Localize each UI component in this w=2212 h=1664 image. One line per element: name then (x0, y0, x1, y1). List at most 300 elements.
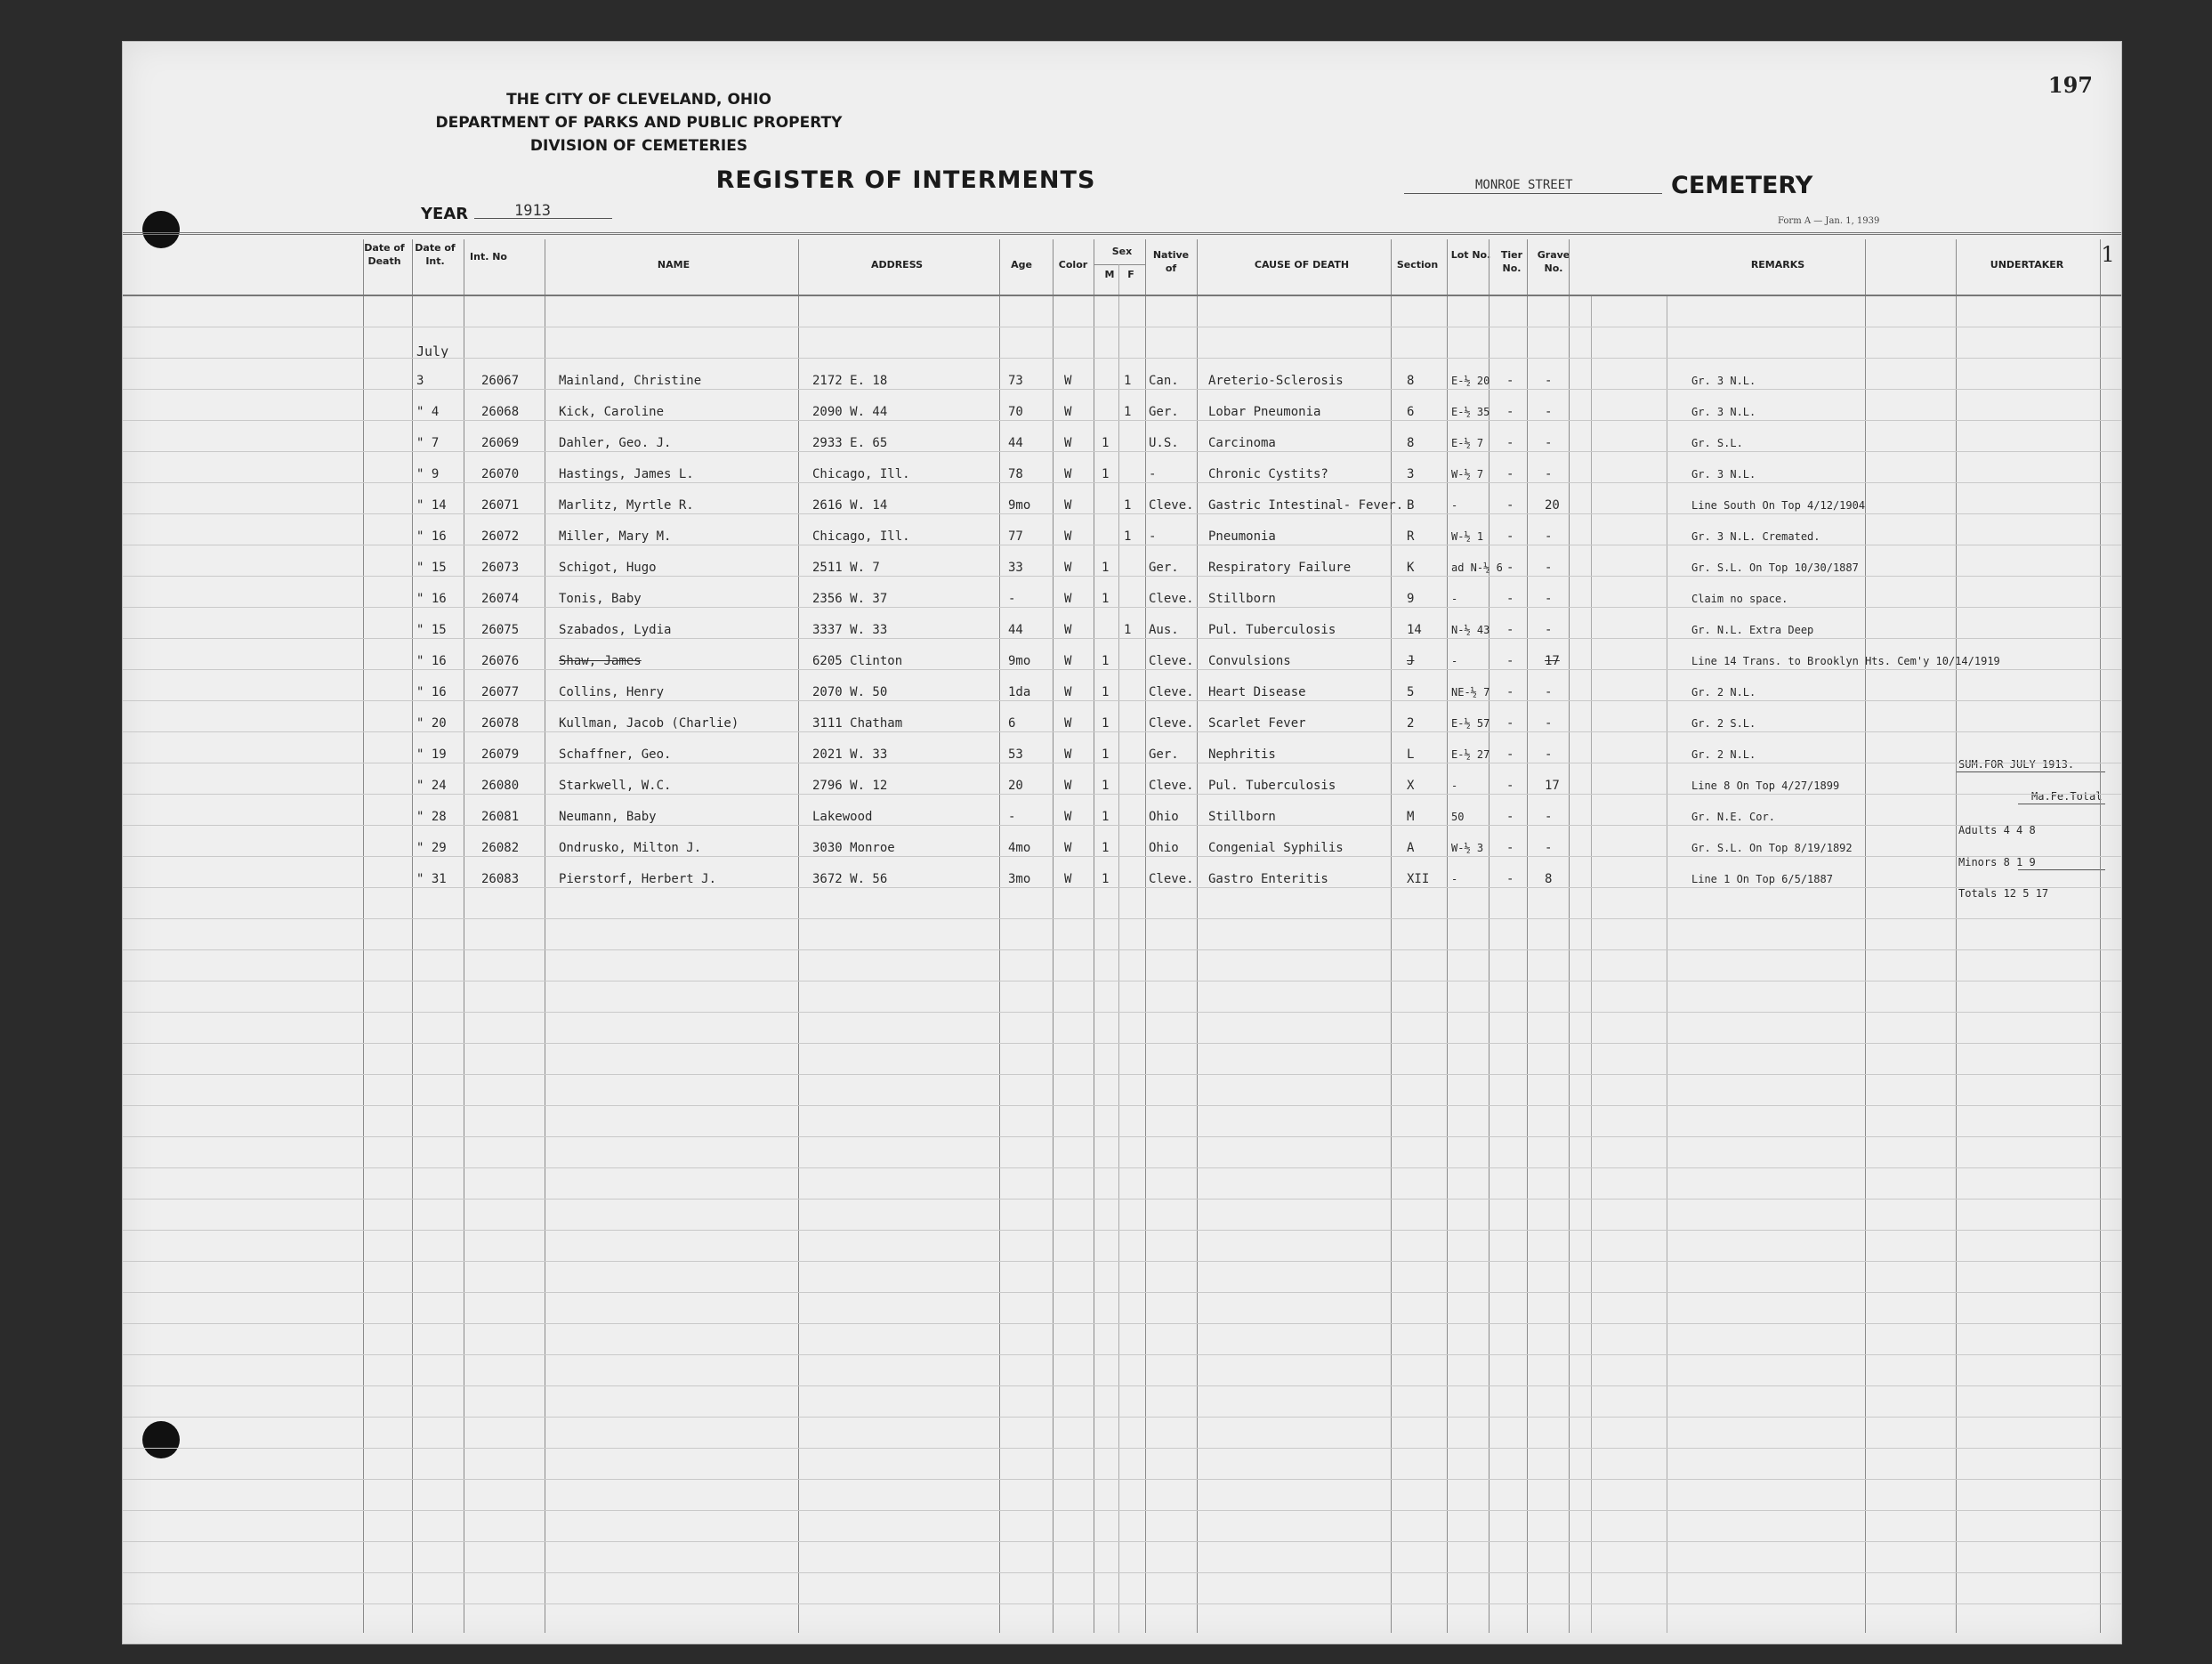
sex-female: 1 (1124, 374, 1132, 388)
header-cause-of-death: CAUSE OF DEATH (1254, 259, 1350, 271)
deceased-name: Schaffner, Geo. (559, 747, 672, 762)
summary-rule (2018, 869, 2105, 870)
column-rule (1391, 239, 1392, 1633)
ruled-line (123, 1603, 2121, 1604)
ruled-line (123, 1230, 2121, 1231)
column-rule (1956, 239, 1957, 1633)
age: 9mo (1008, 498, 1031, 513)
form-reference: Form A — Jan. 1, 1939 (1778, 216, 1880, 226)
ruled-line (123, 1572, 2121, 1573)
tier-no: - (1506, 592, 1514, 606)
deceased-name: Pierstorf, Herbert J. (559, 872, 717, 886)
int-no: 26076 (481, 654, 520, 668)
color: W (1064, 529, 1072, 544)
ruled-line (123, 1417, 2121, 1418)
summary-adults: Adults 4 4 8 (1958, 824, 2036, 836)
lot-no: W-½ 3 (1451, 842, 1484, 854)
age: 70 (1008, 405, 1023, 419)
grave-no: - (1545, 436, 1553, 450)
native-of: Cleve. (1149, 716, 1194, 731)
grave-no: - (1545, 592, 1553, 606)
cause-of-death: Carcinoma (1208, 436, 1276, 450)
sex-male: 1 (1102, 685, 1110, 699)
address: Chicago, Ill. (812, 529, 910, 544)
ruled-line (123, 638, 2121, 639)
address: 2090 W. 44 (812, 405, 888, 419)
date-of-int: " 31 (416, 872, 447, 886)
remarks: Line 14 Trans. to Brooklyn Hts. Cem'y 10/14/1919 (1691, 655, 2000, 667)
ruled-line (123, 1043, 2121, 1044)
date-of-int: " 9 (416, 467, 440, 481)
summary-rule (1956, 771, 2105, 772)
division-name: DIVISION OF CEMETERIES (529, 137, 748, 155)
section: 8 (1407, 436, 1415, 450)
register-title: REGISTER OF INTERMENTS (715, 166, 1096, 194)
ruled-line (123, 918, 2121, 919)
sex-male: 1 (1102, 841, 1110, 855)
date-of-int: " 20 (416, 716, 447, 731)
age: 6 (1008, 716, 1016, 731)
date-of-int: " 14 (416, 498, 447, 513)
sex-divider (1094, 264, 1145, 265)
ruled-line (123, 1510, 2121, 1511)
color: W (1064, 716, 1072, 731)
header-age: Age (1011, 259, 1032, 271)
remarks: Gr. N.L. Extra Deep (1691, 624, 1814, 636)
header-rule (123, 232, 2121, 235)
ruled-line (123, 856, 2121, 857)
column-rule (999, 239, 1000, 1633)
tier-no: - (1506, 810, 1514, 824)
section: M (1407, 810, 1415, 824)
grave-no: - (1545, 685, 1553, 699)
remarks: Gr. S.L. On Top 8/19/1892 (1691, 842, 1853, 854)
month-label: July (416, 343, 449, 359)
address: 2616 W. 14 (812, 498, 888, 513)
tier-no: - (1506, 623, 1514, 637)
address: 3672 W. 56 (812, 872, 888, 886)
year-label: YEAR (421, 205, 469, 223)
column-rule (1447, 239, 1448, 1633)
age: 1da (1008, 685, 1031, 699)
cause-of-death: Respiratory Failure (1208, 561, 1352, 575)
ruled-line (123, 389, 2121, 390)
header-name: NAME (657, 259, 690, 271)
address: 3030 Monroe (812, 841, 895, 855)
tier-no: - (1506, 498, 1514, 513)
remarks: Line 1 On Top 6/5/1887 (1691, 873, 1833, 885)
lot-no: - (1451, 499, 1458, 512)
remarks: Gr. 3 N.L. (1691, 468, 1756, 481)
ruled-line (123, 482, 2121, 483)
lot-no: - (1451, 779, 1458, 792)
int-no: 26069 (481, 436, 520, 450)
age: 9mo (1008, 654, 1031, 668)
deceased-name: Shaw, James (559, 654, 642, 668)
color: W (1064, 498, 1072, 513)
section: L (1407, 747, 1415, 762)
address: 6205 Clinton (812, 654, 903, 668)
sex-female: 1 (1124, 529, 1132, 544)
header-tier-no: Tier No. (1500, 249, 1523, 274)
remarks: Gr. N.E. Cor. (1691, 811, 1775, 823)
tier-no: - (1506, 685, 1514, 699)
ruled-line (123, 1448, 2121, 1449)
column-rule (1591, 295, 1592, 1633)
ruled-line (123, 607, 2121, 608)
sex-male: 1 (1102, 561, 1110, 575)
ruled-line (123, 1354, 2121, 1355)
ruled-line (123, 700, 2121, 701)
cemetery-label: CEMETERY (1671, 172, 1813, 199)
header-lot-no: Lot No. (1450, 249, 1491, 261)
remarks: Gr. 3 N.L. (1691, 375, 1756, 387)
sex-male: 1 (1102, 436, 1110, 450)
ruled-line (123, 794, 2121, 795)
remarks: Gr. 2 S.L. (1691, 717, 1756, 730)
deceased-name: Szabados, Lydia (559, 623, 672, 637)
grave-no: - (1545, 747, 1553, 762)
native-of: Cleve. (1149, 654, 1194, 668)
summary-title: SUM.FOR JULY 1913. (1958, 758, 2075, 771)
ruled-line (123, 1385, 2121, 1386)
ruled-line (123, 1292, 2121, 1293)
city-name: THE CITY OF CLEVELAND, OHIO (506, 91, 771, 109)
sex-male: 1 (1102, 779, 1110, 793)
column-rule (1865, 239, 1866, 1633)
column-rule (363, 239, 364, 1633)
tier-no: - (1506, 841, 1514, 855)
color: W (1064, 467, 1072, 481)
header-date-of-death: Date of Death (364, 242, 405, 267)
cause-of-death: Nephritis (1208, 747, 1276, 762)
ruled-line (123, 949, 2121, 950)
summary-totals: Totals 12 5 17 (1958, 887, 2049, 900)
grave-no: 17 (1545, 779, 1560, 793)
grave-no: - (1545, 529, 1553, 544)
deceased-name: Ondrusko, Milton J. (559, 841, 702, 855)
lot-no: NE-½ 7 (1451, 686, 1490, 699)
address: 2070 W. 50 (812, 685, 888, 699)
side-number: 1 (2101, 242, 2115, 267)
tier-no: - (1506, 747, 1514, 762)
deceased-name: Neumann, Baby (559, 810, 657, 824)
native-of: Cleve. (1149, 779, 1194, 793)
deceased-name: Kullman, Jacob (Charlie) (559, 716, 739, 731)
deceased-name: Tonis, Baby (559, 592, 642, 606)
address: 2021 W. 33 (812, 747, 888, 762)
lot-no: - (1451, 873, 1458, 885)
lot-no: - (1451, 593, 1458, 605)
header-native-of: Native of (1152, 249, 1190, 274)
year-value: 1913 (514, 202, 551, 220)
sex-male: 1 (1102, 716, 1110, 731)
color: W (1064, 592, 1072, 606)
lot-no: E-½ 20 (1451, 375, 1490, 387)
int-no: 26080 (481, 779, 520, 793)
header-color: Color (1058, 259, 1088, 271)
int-no: 26083 (481, 872, 520, 886)
column-rule (1145, 239, 1146, 1633)
remarks: Gr. 2 N.L. (1691, 686, 1756, 699)
cemetery-underline (1404, 193, 1662, 194)
sex-male: 1 (1102, 872, 1110, 886)
int-no: 26072 (481, 529, 520, 544)
color: W (1064, 810, 1072, 824)
section: R (1407, 529, 1415, 544)
grave-no: - (1545, 374, 1553, 388)
grave-no: 17 (1545, 654, 1560, 668)
header-sex: Sex (1111, 246, 1133, 257)
header-date-of-int: Date of Int. (415, 242, 456, 267)
grave-no: - (1545, 841, 1553, 855)
remarks: Claim no space. (1691, 593, 1788, 605)
color: W (1064, 405, 1072, 419)
date-of-int: " 16 (416, 529, 447, 544)
age: 20 (1008, 779, 1023, 793)
cause-of-death: Gastro Enteritis (1208, 872, 1328, 886)
cause-of-death: Lobar Pneumonia (1208, 405, 1321, 419)
sex-male: 1 (1102, 810, 1110, 824)
cause-of-death: Congenial Syphilis (1208, 841, 1344, 855)
ruled-line (123, 1105, 2121, 1106)
lot-no: ad N-½ 6 (1451, 561, 1503, 574)
lot-no: W-½ 7 (1451, 468, 1484, 481)
cause-of-death: Gastric Intestinal- Fever. (1208, 498, 1404, 513)
grave-no: 8 (1545, 872, 1553, 886)
ruled-line (123, 420, 2121, 421)
sex-male: 1 (1102, 747, 1110, 762)
cause-of-death: Chronic Cystits? (1208, 467, 1328, 481)
lot-no: E-½ 35 (1451, 406, 1490, 418)
register-sheet (122, 41, 2122, 1644)
page-number: 197 (2047, 72, 2093, 98)
age: 4mo (1008, 841, 1031, 855)
address: Lakewood (812, 810, 873, 824)
header-section: Section (1396, 259, 1439, 271)
address: 2933 E. 65 (812, 436, 888, 450)
native-of: Cleve. (1149, 685, 1194, 699)
color: W (1064, 779, 1072, 793)
ruled-line (123, 451, 2121, 452)
ruled-line (123, 825, 2121, 826)
ruled-line (123, 513, 2121, 514)
ruled-line (123, 1323, 2121, 1324)
address: 2356 W. 37 (812, 592, 888, 606)
column-rule (2100, 239, 2101, 1633)
cause-of-death: Pneumonia (1208, 529, 1276, 544)
deceased-name: Marlitz, Myrtle R. (559, 498, 694, 513)
ruled-line (123, 669, 2121, 670)
lot-no: E-½ 7 (1451, 437, 1484, 449)
address: 3111 Chatham (812, 716, 903, 731)
tier-no: - (1506, 654, 1514, 668)
grave-no: - (1545, 405, 1553, 419)
date-of-int: " 16 (416, 685, 447, 699)
int-no: 26071 (481, 498, 520, 513)
cause-of-death: Stillborn (1208, 592, 1276, 606)
color: W (1064, 436, 1072, 450)
sex-female: 1 (1124, 405, 1132, 419)
ruled-line (123, 1074, 2121, 1075)
int-no: 26074 (481, 592, 520, 606)
int-no: 26078 (481, 716, 520, 731)
section: J (1407, 654, 1415, 668)
int-no: 26070 (481, 467, 520, 481)
section: A (1407, 841, 1415, 855)
deceased-name: Starkwell, W.C. (559, 779, 672, 793)
native-of: - (1149, 529, 1157, 544)
header-rule (123, 295, 2121, 296)
color: W (1064, 872, 1072, 886)
age: 44 (1008, 436, 1023, 450)
deceased-name: Collins, Henry (559, 685, 665, 699)
tier-no: - (1506, 716, 1514, 731)
ruled-line (123, 1479, 2121, 1480)
remarks: Gr. 2 N.L. (1691, 748, 1756, 761)
date-of-int: " 16 (416, 592, 447, 606)
date-of-int: " 19 (416, 747, 447, 762)
color: W (1064, 747, 1072, 762)
address: Chicago, Ill. (812, 467, 910, 481)
ruled-line (123, 1541, 2121, 1542)
color: W (1064, 685, 1072, 699)
native-of: Cleve. (1149, 872, 1194, 886)
cause-of-death: Stillborn (1208, 810, 1276, 824)
grave-no: - (1545, 810, 1553, 824)
section: 5 (1407, 685, 1415, 699)
tier-no: - (1506, 436, 1514, 450)
age: 77 (1008, 529, 1023, 544)
date-of-int: " 4 (416, 405, 440, 419)
section: 9 (1407, 592, 1415, 606)
age: 44 (1008, 623, 1023, 637)
lot-no: W-½ 1 (1451, 530, 1484, 543)
date-of-int: " 15 (416, 623, 447, 637)
summary-minors: Minors 8 1 9 (1958, 856, 2036, 868)
remarks: Gr. 3 N.L. Cremated. (1691, 530, 1820, 543)
ruled-line (123, 731, 2121, 732)
column-rule (412, 239, 413, 1633)
sex-male: 1 (1102, 467, 1110, 481)
lot-no: E-½ 57 (1451, 717, 1490, 730)
remarks: Gr. S.L. On Top 10/30/1887 (1691, 561, 1859, 574)
address: 2796 W. 12 (812, 779, 888, 793)
section: K (1407, 561, 1415, 575)
deceased-name: Miller, Mary M. (559, 529, 672, 544)
header-remarks: REMARKS (1750, 259, 1805, 271)
native-of: Cleve. (1149, 592, 1194, 606)
color: W (1064, 374, 1072, 388)
tier-no: - (1506, 561, 1514, 575)
color: W (1064, 623, 1072, 637)
native-of: U.S. (1149, 436, 1179, 450)
section: 8 (1407, 374, 1415, 388)
header-grave-no: Grave No. (1537, 249, 1570, 274)
native-of: Can. (1149, 374, 1179, 388)
deceased-name: Mainland, Christine (559, 374, 702, 388)
color: W (1064, 654, 1072, 668)
grave-no: - (1545, 561, 1553, 575)
date-of-int: " 7 (416, 436, 440, 450)
cause-of-death: Pul. Tuberculosis (1208, 623, 1336, 637)
remarks: Gr. 3 N.L. (1691, 406, 1756, 418)
section: 3 (1407, 467, 1415, 481)
age: - (1008, 592, 1016, 606)
ruled-line (123, 358, 2121, 359)
cause-of-death: Areterio-Sclerosis (1208, 374, 1344, 388)
address: 3337 W. 33 (812, 623, 888, 637)
cause-of-death: Convulsions (1208, 654, 1291, 668)
section: 14 (1407, 623, 1422, 637)
tier-no: - (1506, 374, 1514, 388)
remarks: Line 8 On Top 4/27/1899 (1691, 779, 1840, 792)
cause-of-death: Scarlet Fever (1208, 716, 1306, 731)
grave-no: - (1545, 623, 1553, 637)
column-rule (798, 239, 799, 1633)
address: 2511 W. 7 (812, 561, 880, 575)
section: 6 (1407, 405, 1415, 419)
address: 2172 E. 18 (812, 374, 888, 388)
deceased-name: Hastings, James L. (559, 467, 694, 481)
tier-no: - (1506, 872, 1514, 886)
int-no: 26075 (481, 623, 520, 637)
column-rule (1527, 239, 1528, 1633)
column-rule (1118, 264, 1119, 1633)
deceased-name: Schigot, Hugo (559, 561, 657, 575)
ruled-line (123, 1167, 2121, 1168)
native-of: Ohio (1149, 841, 1179, 855)
header-sex-f: F (1127, 269, 1134, 280)
deceased-name: Kick, Caroline (559, 405, 665, 419)
int-no: 26068 (481, 405, 520, 419)
tier-no: - (1506, 529, 1514, 544)
native-of: Aus. (1149, 623, 1179, 637)
date-of-int: " 15 (416, 561, 447, 575)
lot-no: N-½ 43 (1451, 624, 1490, 636)
cause-of-death: Heart Disease (1208, 685, 1306, 699)
ruled-line (123, 1136, 2121, 1137)
section: B (1407, 498, 1415, 513)
column-rule (1569, 239, 1570, 1633)
grave-no: - (1545, 467, 1553, 481)
age: 73 (1008, 374, 1023, 388)
sex-male: 1 (1102, 654, 1110, 668)
ruled-line (123, 1012, 2121, 1013)
column-rule (1197, 239, 1198, 1633)
int-no: 26079 (481, 747, 520, 762)
lot-no: 50 (1451, 811, 1465, 823)
sex-female: 1 (1124, 623, 1132, 637)
native-of: Ohio (1149, 810, 1179, 824)
cause-of-death: Pul. Tuberculosis (1208, 779, 1336, 793)
sex-female: 1 (1124, 498, 1132, 513)
grave-no: - (1545, 716, 1553, 731)
int-no: 26081 (481, 810, 520, 824)
deceased-name: Dahler, Geo. J. (559, 436, 672, 450)
section: XII (1407, 872, 1430, 886)
native-of: Ger. (1149, 561, 1179, 575)
lot-no: E-½ 27 (1451, 748, 1490, 761)
section: X (1407, 779, 1415, 793)
native-of: - (1149, 467, 1157, 481)
header-address: ADDRESS (870, 259, 924, 271)
age: 53 (1008, 747, 1023, 762)
date-of-int: " 29 (416, 841, 447, 855)
native-of: Ger. (1149, 405, 1179, 419)
ruled-line (123, 1261, 2121, 1262)
department-name: DEPARTMENT OF PARKS AND PUBLIC PROPERTY (435, 114, 843, 132)
